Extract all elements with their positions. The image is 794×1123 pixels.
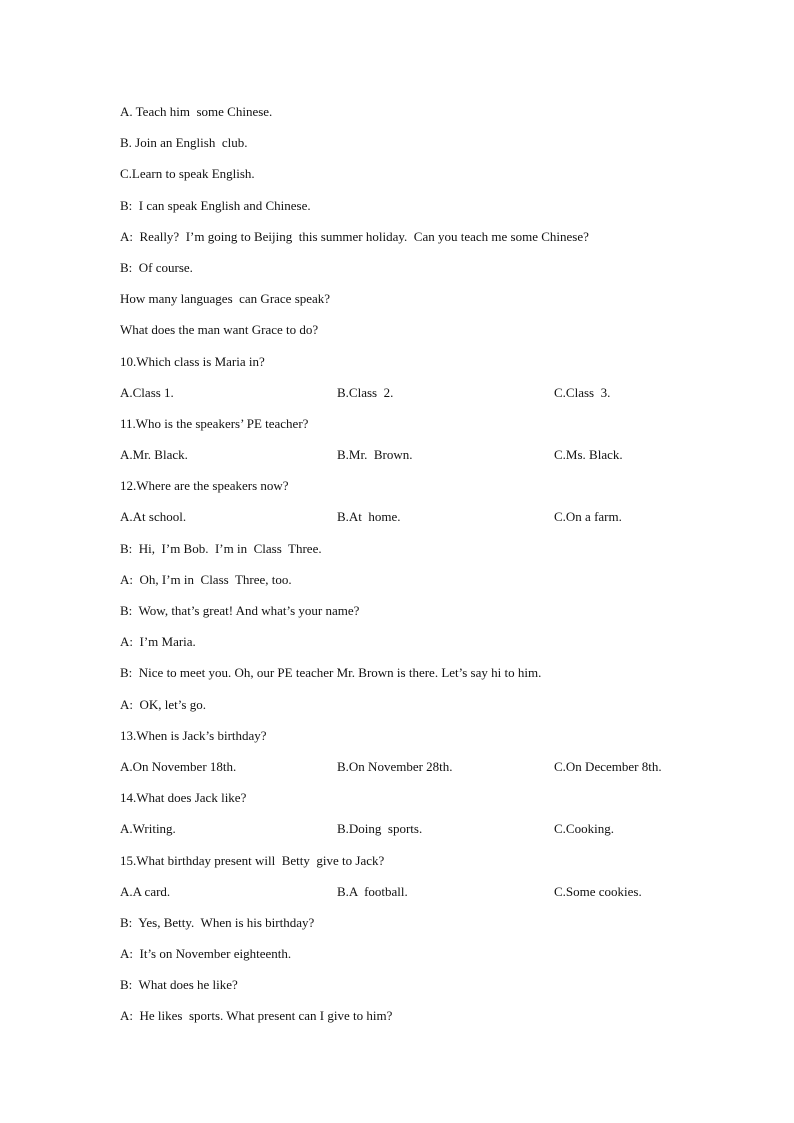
options-13 bbox=[120, 755, 740, 786]
options-15 bbox=[120, 880, 740, 911]
dialogue-line: A: OK, let’s go. bbox=[120, 696, 206, 712]
options-12 bbox=[120, 505, 740, 536]
text-line: B. Join an English club. bbox=[120, 135, 248, 151]
text-line: B: Of course. bbox=[120, 259, 193, 275]
options-10 bbox=[120, 381, 740, 412]
text-line: B: I can speak English and Chinese. bbox=[120, 197, 311, 213]
option-c: C.Class 3. bbox=[554, 384, 611, 400]
option-c: C.Cooking. bbox=[554, 821, 614, 837]
option-b: B.Mr. Brown. bbox=[337, 447, 413, 463]
option-a: A.A card. bbox=[120, 883, 171, 899]
text-line: A. Teach him some Chinese. bbox=[120, 104, 273, 119]
question-11: 11.Who is the speakers’ PE teacher? bbox=[120, 415, 309, 431]
dialogue-line: A: Oh, I’m in Class Three, too. bbox=[120, 571, 292, 587]
options-11 bbox=[120, 443, 740, 474]
dialogue-line: A: He likes sports. What present can I give to him? bbox=[120, 1008, 393, 1024]
document-page bbox=[120, 100, 740, 1036]
option-a: A.Writing. bbox=[120, 821, 176, 837]
option-b: B.A football. bbox=[337, 883, 408, 899]
question-10: 10.Which class is Maria in? bbox=[120, 353, 265, 369]
dialogue-line: B: Nice to meet you. Oh, our PE teacher Mr. Brown is there. Let’s say hi to him. bbox=[120, 665, 542, 681]
option-a: A.On November 18th. bbox=[120, 758, 237, 774]
text-line: A: Really? I’m going to Beijing this summer holiday. Can you teach me some Chinese? bbox=[120, 228, 589, 244]
option-c: C.On December 8th. bbox=[554, 758, 662, 774]
question-15: 15.What birthday present will Betty give to Jack? bbox=[120, 852, 385, 868]
option-b: B.On November 28th. bbox=[337, 758, 453, 774]
option-a: A.Mr. Black. bbox=[120, 447, 188, 463]
option-b: B.At home. bbox=[337, 509, 401, 525]
dialogue-line: B: Hi, I’m Bob. I’m in Class Three. bbox=[120, 540, 322, 556]
options-14 bbox=[120, 817, 740, 848]
option-b: B.Doing sports. bbox=[337, 821, 423, 837]
text-line: How many languages can Grace speak? bbox=[120, 291, 331, 307]
dialogue-line: A: It’s on November eighteenth. bbox=[120, 946, 292, 962]
dialogue-line: B: What does he like? bbox=[120, 977, 238, 993]
option-c: C.Some cookies. bbox=[554, 883, 642, 899]
text-line: C.Learn to speak English. bbox=[120, 166, 255, 182]
text-line: What does the man want Grace to do? bbox=[120, 322, 319, 338]
dialogue-line: B: Yes, Betty. When is his birthday? bbox=[120, 914, 315, 930]
option-c: C.On a farm. bbox=[554, 509, 622, 525]
option-a: A.At school. bbox=[120, 509, 187, 525]
option-c: C.Ms. Black. bbox=[554, 447, 623, 463]
option-a: A.Class 1. bbox=[120, 384, 174, 400]
question-12: 12.Where are the speakers now? bbox=[120, 478, 289, 494]
option-b: B.Class 2. bbox=[337, 384, 394, 400]
dialogue-line: B: Wow, that’s great! And what’s your name? bbox=[120, 603, 360, 618]
dialogue-line: A: I’m Maria. bbox=[120, 634, 196, 650]
question-14: 14.What does Jack like? bbox=[120, 790, 247, 806]
question-13: 13.When is Jack’s birthday? bbox=[120, 727, 267, 743]
